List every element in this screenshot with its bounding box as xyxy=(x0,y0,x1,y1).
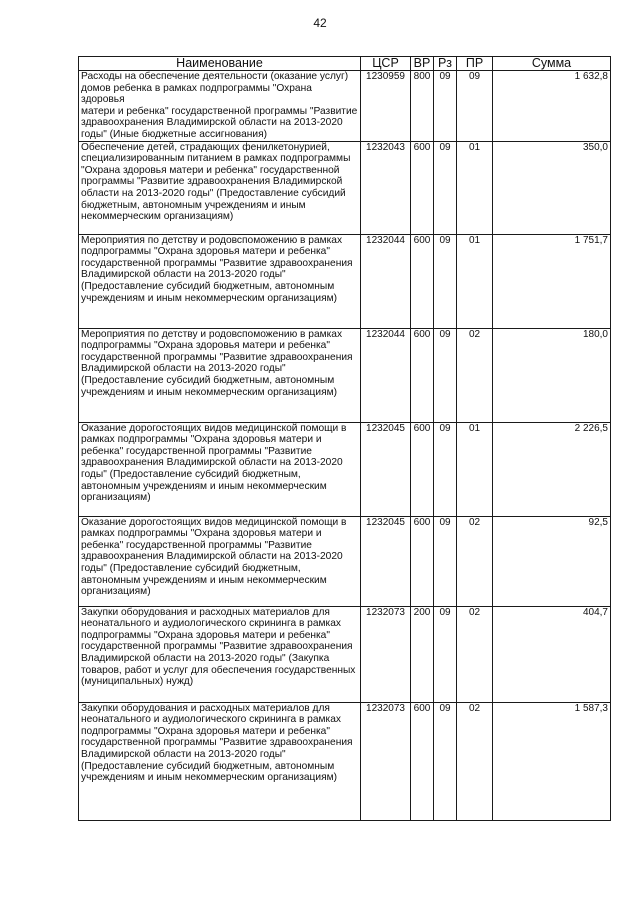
budget-table xyxy=(78,56,611,821)
row-sum: 180,0 xyxy=(493,328,611,422)
row-vr: 600 xyxy=(411,516,434,606)
header-csr: ЦСР xyxy=(361,57,411,71)
row-rz: 09 xyxy=(434,71,457,142)
page-number: 42 xyxy=(313,16,327,30)
row-rz: 09 xyxy=(434,422,457,516)
row-name: Закупки оборудования и расходных материалов для неонатального и аудиологического скрининга в рамках подпрограммы "Охрана здоровья матери и ребенка" государственной программы "Развитие здравоохранения Владимирской области на 2013-2020 годы" (Предоставление субсидий бюджетным, автономным учреждениям и иным некоммерческим организациям) xyxy=(79,702,361,820)
header-vr: ВР xyxy=(411,57,434,71)
row-sum: 1 751,7 xyxy=(493,234,611,328)
header-sum: Сумма xyxy=(493,57,611,71)
table-row xyxy=(79,141,611,234)
row-name: Оказание дорогостоящих видов медицинской помощи в рамках подпрограммы "Охрана здоровья матери и ребенка" государственной программы "Развитие здравоохранения Владимирской области на 2013-2020 годы" (Предоставление субсидий бюджетным, автономным учреждениям и иным некоммерческим организациям) xyxy=(79,516,361,606)
row-rz: 09 xyxy=(434,141,457,234)
row-rz: 09 xyxy=(434,702,457,820)
row-name: Мероприятия по детству и родовспоможению в рамках подпрограммы "Охрана здоровья матери и ребенка" государственной программы "Развитие здравоохранения Владимирской области на 2013-2020 годы" (Предоставление субсидий бюджетным, автономным учреждениям и иным некоммерческим организациям) xyxy=(79,328,361,422)
row-name: Расходы на обеспечение деятельности (оказание услуг) домов ребенка в рамках подпрограммы "Охрана здоровья матери и ребенка" государственной программы "Развитие здравоохранения Владимирской области на 2013-2020 годы" (Иные бюджетные ассигнования) xyxy=(79,71,361,142)
header-rz: Рз xyxy=(434,57,457,71)
row-pr: 02 xyxy=(457,328,493,422)
row-vr: 800 xyxy=(411,71,434,142)
row-pr: 02 xyxy=(457,702,493,820)
row-pr: 02 xyxy=(457,516,493,606)
row-vr: 600 xyxy=(411,328,434,422)
row-sum: 1 632,8 xyxy=(493,71,611,142)
table-row xyxy=(79,702,611,820)
row-pr: 01 xyxy=(457,422,493,516)
row-sum: 92,5 xyxy=(493,516,611,606)
row-name: Мероприятия по детству и родовспоможению в рамках подпрограммы "Охрана здоровья матери и ребенка" государственной программы "Развитие здравоохранения Владимирской области на 2013-2020 годы" (Предоставление субсидий бюджетным, автономным учреждениям и иным некоммерческим организациям) xyxy=(79,234,361,328)
row-sum: 2 226,5 xyxy=(493,422,611,516)
row-sum: 404,7 xyxy=(493,606,611,702)
row-rz: 09 xyxy=(434,234,457,328)
row-pr: 09 xyxy=(457,71,493,142)
row-csr: 1232045 xyxy=(361,422,411,516)
row-csr: 1232043 xyxy=(361,141,411,234)
row-vr: 600 xyxy=(411,422,434,516)
row-vr: 600 xyxy=(411,141,434,234)
row-sum: 1 587,3 xyxy=(493,702,611,820)
row-rz: 09 xyxy=(434,516,457,606)
row-rz: 09 xyxy=(434,606,457,702)
table-row xyxy=(79,71,611,142)
row-rz: 09 xyxy=(434,328,457,422)
row-name: Оказание дорогостоящих видов медицинской помощи в рамках подпрограммы "Охрана здоровья матери и ребенка" государственной программы "Развитие здравоохранения Владимирской области на 2013-2020 годы" (Предоставление субсидий бюджетным, автономным учреждениям и иным некоммерческим организациям) xyxy=(79,422,361,516)
row-name: Обеспечение детей, страдающих фенилкетонурией, специализированным питанием в рамках подпрограммы "Охрана здоровья матери и ребенка" государственной программы "Развитие здравоохранения Владимирской области на 2013-2020 годы" (Предоставление субсидий бюджетным, автономным учреждениям и иным некоммерческим организациям) xyxy=(79,141,361,234)
table-row xyxy=(79,606,611,702)
row-csr: 1232073 xyxy=(361,702,411,820)
row-sum: 350,0 xyxy=(493,141,611,234)
row-vr: 600 xyxy=(411,234,434,328)
table-row xyxy=(79,328,611,422)
header-name: Наименование xyxy=(79,57,361,71)
row-csr: 1230959 xyxy=(361,71,411,142)
row-pr: 01 xyxy=(457,234,493,328)
header-pr: ПР xyxy=(457,57,493,71)
row-csr: 1232044 xyxy=(361,234,411,328)
table-header-row xyxy=(79,57,611,71)
table-row xyxy=(79,516,611,606)
row-csr: 1232044 xyxy=(361,328,411,422)
row-csr: 1232045 xyxy=(361,516,411,606)
row-pr: 01 xyxy=(457,141,493,234)
row-csr: 1232073 xyxy=(361,606,411,702)
table-row xyxy=(79,234,611,328)
table-row xyxy=(79,422,611,516)
row-name: Закупки оборудования и расходных материалов для неонатального и аудиологического скрининга в рамках подпрограммы "Охрана здоровья матери и ребенка" государственной программы "Развитие здравоохранения Владимирской области на 2013-2020 годы" (Закупка товаров, работ и услуг для обеспечения государственных (муниципальных) нужд) xyxy=(79,606,361,702)
row-vr: 200 xyxy=(411,606,434,702)
row-vr: 600 xyxy=(411,702,434,820)
row-pr: 02 xyxy=(457,606,493,702)
